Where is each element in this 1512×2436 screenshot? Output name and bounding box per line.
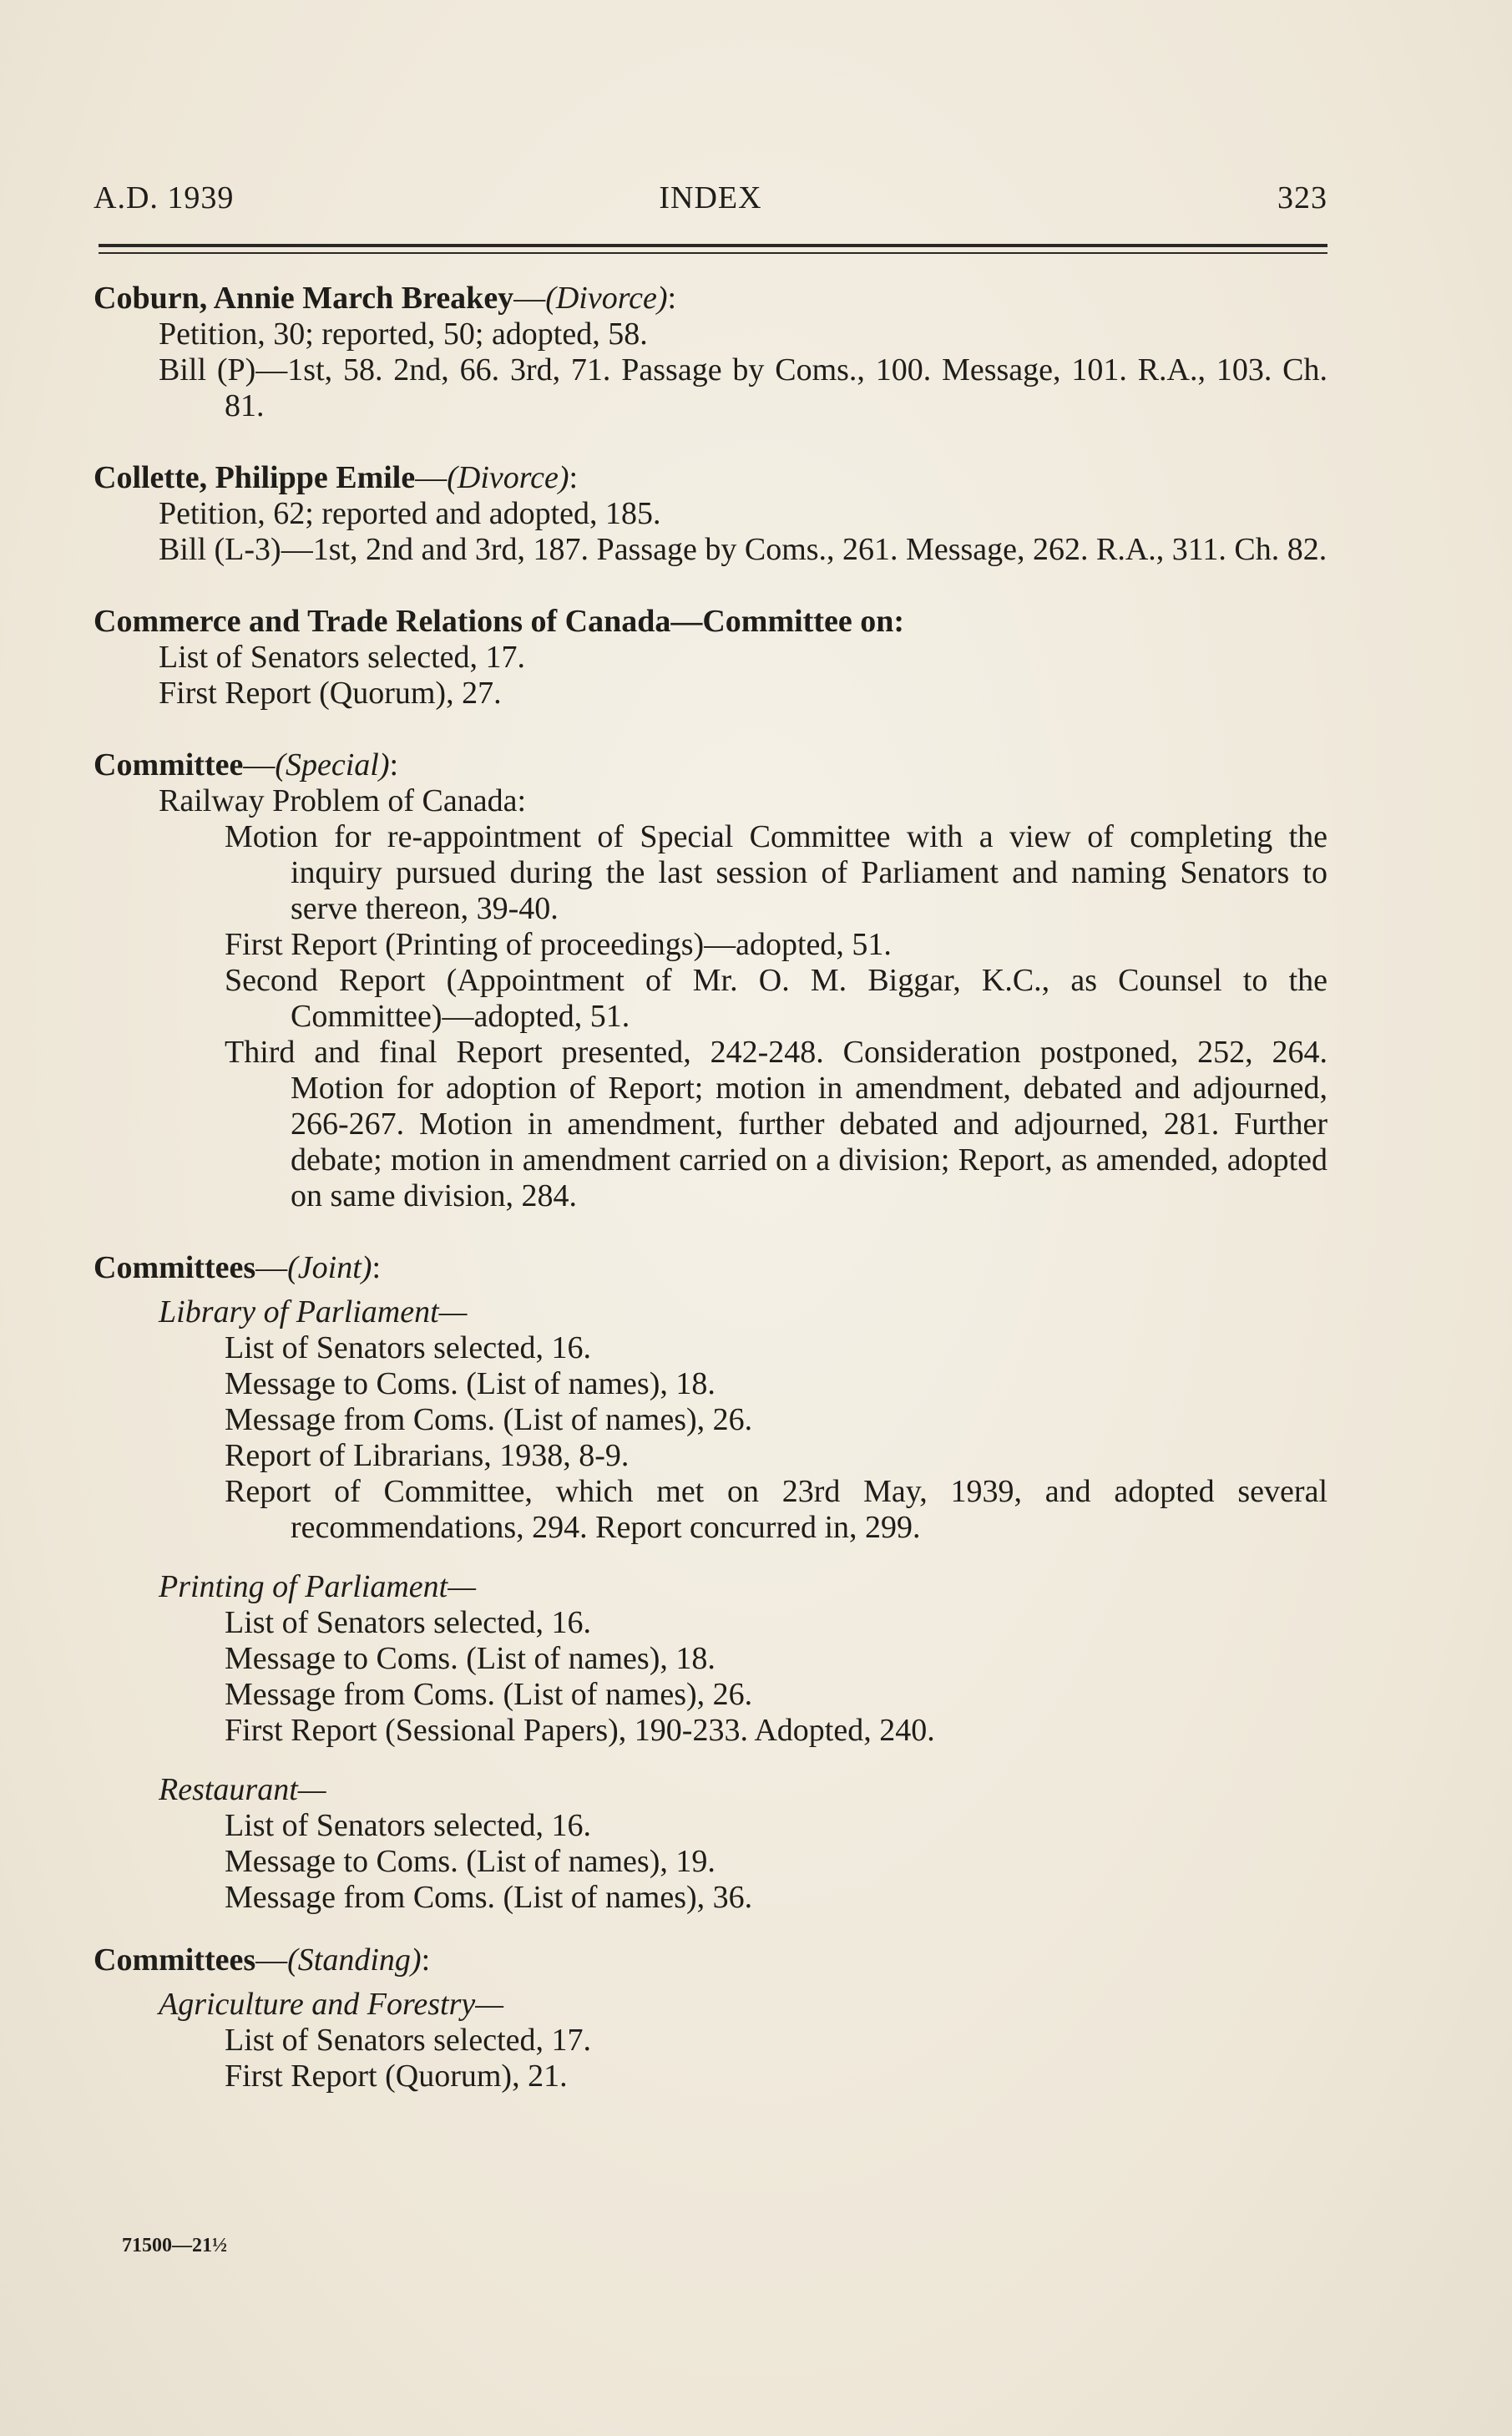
running-header <box>94 180 1327 223</box>
entry-line: List of Senators selected, 16. <box>225 1330 592 1365</box>
entry-line: Bill (P)—1st, 58. 2nd, 66. 3rd, 71. Passage by Coms., 100. Message, 101. R.A., 103. Ch. 81. <box>159 352 1327 423</box>
entry-heading: Committees—(Joint): <box>94 1250 381 1285</box>
entry-qualifier: (Special) <box>275 747 390 782</box>
entry-heading: Coburn, Annie March Breakey—(Divorce): <box>94 281 677 316</box>
entry-line: Second Report (Appointment of Mr. O. M. Biggar, K.C., as Counsel to the Committee)—adopted, 51. <box>225 963 1327 1034</box>
index-entry-commerce <box>94 604 1327 712</box>
subentry-printing <box>94 1569 1327 1749</box>
entry-name: Committees <box>94 1942 256 1978</box>
entry-heading: Committees—(Standing): <box>94 1942 431 1978</box>
subentry-title: Library of Parliament— <box>159 1294 468 1329</box>
header-year: A.D. 1939 <box>94 180 235 215</box>
header-title: INDEX <box>659 180 762 215</box>
entry-line: Message to Coms. (List of names), 19. <box>225 1844 716 1879</box>
entry-line: First Report (Sessional Papers), 190-233. Adopted, 240. <box>225 1713 935 1748</box>
entry-qualifier: (Divorce) <box>447 460 569 495</box>
entry-heading: Collette, Philippe Emile—(Divorce): <box>94 460 579 495</box>
entry-line: First Report (Quorum), 21. <box>225 2059 568 2094</box>
entry-line: Motion for re-appointment of Special Committee with a view of completing the inquiry pursued during the last session of Parliament and naming Senators to serve thereon, 39-40. <box>225 819 1327 926</box>
index-entry-collette <box>94 460 1327 568</box>
index-entry-coburn <box>94 281 1327 424</box>
entry-line: Report of Committee, which met on 23rd May, 1939, and adopted several recommendations, 294. Report concurred in, 299. <box>225 1474 1327 1545</box>
entry-line: Message from Coms. (List of names), 36. <box>225 1880 753 1915</box>
entry-line: Message from Coms. (List of names), 26. <box>225 1677 753 1712</box>
entry-heading: Committee—(Special): <box>94 747 399 782</box>
entry-line: Bill (L-3)—1st, 2nd and 3rd, 187. Passage by Coms., 261. Message, 262. R.A., 311. Ch. 82. <box>159 532 1327 567</box>
subentry-agriculture <box>94 1987 1327 2094</box>
index-content <box>94 281 1327 2130</box>
subentry-title: Printing of Parliament— <box>159 1569 476 1604</box>
subentry-library <box>94 1294 1327 1546</box>
entry-subheading: Railway Problem of Canada: <box>159 783 527 818</box>
entry-name: Collette, Philippe Emile <box>94 460 416 495</box>
header-rule-thick <box>99 244 1327 247</box>
entry-qualifier: (Divorce) <box>545 281 668 316</box>
entry-name: Committee <box>94 747 244 782</box>
entry-line: Message to Coms. (List of names), 18. <box>225 1641 716 1676</box>
entry-name: Coburn, Annie March Breakey <box>94 281 514 316</box>
index-entry-committees-joint <box>94 1250 1327 1916</box>
subentry-restaurant <box>94 1772 1327 1916</box>
entry-line: List of Senators selected, 17. <box>225 2023 592 2058</box>
index-entry-committees-standing <box>94 1942 1327 2094</box>
entry-line: List of Senators selected, 17. <box>159 640 526 675</box>
entry-line: Third and final Report presented, 242-248. Consideration postponed, 252, 264. Motion for adoption of Report; motion in amendment, debated and adjourned, 266-267. Motion in amendment, further debated and adjourned, 281. Further debate; motion in amendment carried on a division; Report, as amended, adopted on same division, 284. <box>225 1035 1327 1213</box>
entry-line: Report of Librarians, 1938, 8-9. <box>225 1438 630 1473</box>
entry-heading: Commerce and Trade Relations of Canada—Committee on: <box>94 604 905 639</box>
entry-line: Message to Coms. (List of names), 18. <box>225 1366 716 1401</box>
header-rule-thin <box>99 252 1327 254</box>
subentry-title: Restaurant— <box>159 1772 326 1807</box>
entry-line: First Report (Quorum), 27. <box>159 676 502 711</box>
entry-line: First Report (Printing of proceedings)—adopted, 51. <box>225 927 892 962</box>
entry-line: List of Senators selected, 16. <box>225 1605 592 1640</box>
entry-line: Petition, 30; reported, 50; adopted, 58. <box>159 317 648 352</box>
entry-qualifier: (Joint) <box>287 1250 372 1285</box>
subentry-title: Agriculture and Forestry— <box>159 1987 504 2022</box>
entry-line: Message from Coms. (List of names), 26. <box>225 1402 753 1437</box>
printer-code: 71500—21½ <box>122 2235 227 2256</box>
entry-qualifier: (Standing) <box>287 1942 422 1978</box>
entry-line: Petition, 62; reported and adopted, 185. <box>159 496 661 531</box>
entry-name: Committees <box>94 1250 256 1285</box>
index-entry-committee-special <box>94 747 1327 1214</box>
entry-line: List of Senators selected, 16. <box>225 1808 592 1843</box>
page-number: 323 <box>1277 180 1327 215</box>
